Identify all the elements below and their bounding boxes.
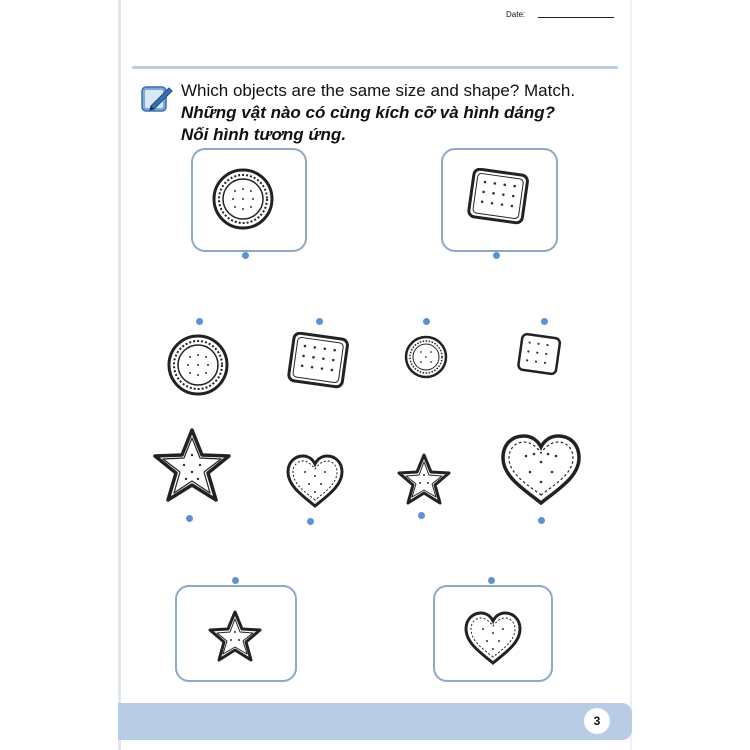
match-dot[interactable] [538, 517, 545, 524]
square-cracker-large-icon [463, 168, 533, 226]
match-dot[interactable] [242, 252, 249, 259]
heart-cookie-small-icon [283, 452, 347, 510]
star-cookie-small-icon [395, 451, 453, 507]
heart-cookie-large-icon [498, 432, 584, 508]
instruction-vietnamese-line1: Những vật nào có cùng kích cỡ và hình dáng? [181, 103, 555, 122]
square-cracker-small-icon [513, 332, 565, 378]
instruction-text [181, 80, 631, 146]
pencil-icon [141, 84, 173, 114]
star-cookie-small-icon [206, 608, 264, 664]
match-dot[interactable] [418, 512, 425, 519]
header-rule [132, 66, 618, 69]
match-dot[interactable] [307, 518, 314, 525]
square-cracker-large-icon [283, 332, 353, 390]
round-cookie-large-icon [211, 167, 275, 231]
round-cookie-large-icon [166, 333, 230, 397]
footer-band [118, 703, 632, 740]
page-binding-edge [118, 0, 121, 750]
star-cookie-large-icon [150, 425, 234, 507]
match-dot[interactable] [316, 318, 323, 325]
match-dot[interactable] [423, 318, 430, 325]
instruction-vietnamese-line2: Nối hình tương ứng. [181, 125, 347, 144]
date-field-line[interactable] [538, 17, 614, 18]
match-dot[interactable] [186, 515, 193, 522]
match-dot[interactable] [196, 318, 203, 325]
match-dot[interactable] [488, 577, 495, 584]
page-number: 3 [584, 708, 610, 734]
instruction-english: Which objects are the same size and shape? Match. [181, 81, 576, 100]
round-cookie-small-icon [403, 334, 449, 380]
date-label: Date: [506, 10, 526, 19]
match-dot[interactable] [541, 318, 548, 325]
match-dot[interactable] [493, 252, 500, 259]
match-dot[interactable] [232, 577, 239, 584]
heart-cookie-small-icon [461, 609, 525, 667]
